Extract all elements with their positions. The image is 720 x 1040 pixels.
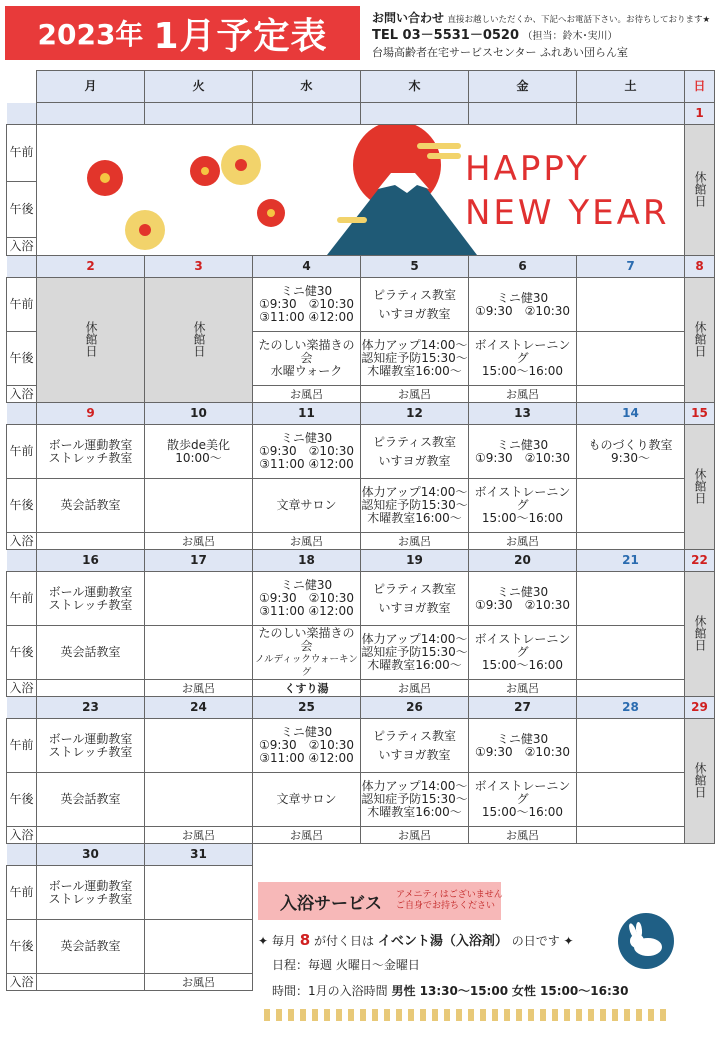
week4-bath-row: [7, 680, 715, 697]
am-label: 午前: [7, 125, 37, 182]
corner-cell: [7, 71, 37, 103]
pm-label: 午後: [7, 332, 37, 386]
activity-cell: ミニ健30 ①9:30 ②10:30 ③11:00 ④12:00: [253, 572, 361, 626]
date-cell: 2: [37, 256, 145, 278]
activity-cell: 文章サロン: [253, 773, 361, 827]
activity-cell: ボイストレーニング 15:00～16:00: [469, 773, 577, 827]
bath-cell: お風呂: [145, 533, 253, 550]
date-cell: 21: [577, 550, 685, 572]
bath-cell: [37, 974, 145, 991]
bath-label: 入浴: [7, 238, 37, 256]
diamond-icon: ✦: [258, 934, 269, 948]
week1-am-row: [7, 125, 715, 182]
pm-label: 午後: [7, 773, 37, 827]
activity-cell: [577, 773, 685, 827]
date-cell: 10: [145, 403, 253, 425]
plum-flower-icon: [87, 145, 285, 250]
date-cell: 27: [469, 697, 577, 719]
week5-bath-row: [7, 827, 715, 844]
diamond-icon: ✦: [563, 934, 574, 948]
date-cell: 13: [469, 403, 577, 425]
date-cell: 16: [37, 550, 145, 572]
bath-service-panel: [258, 880, 718, 1030]
date-cell: 7: [577, 256, 685, 278]
bath-label: 入浴: [7, 974, 37, 991]
activity-cell: [145, 920, 253, 974]
activity-cell: [145, 479, 253, 533]
bath-cell: [37, 680, 145, 697]
date-row-week2: [7, 256, 715, 278]
date-cell: 22: [685, 550, 715, 572]
weekday-fri: 金: [469, 71, 577, 103]
happy-new-year-text: HAPPY NEW YEAR: [465, 149, 670, 233]
activity-cell: 文章サロン: [253, 479, 361, 533]
am-label: 午前: [7, 572, 37, 626]
date-cell: 30: [37, 844, 145, 866]
week5-pm-row: [7, 773, 715, 827]
activity-cell: 英会話教室: [37, 626, 145, 680]
contact-note: 直接お越しいただくか、下記へお電話下さい。お待ちしております★: [447, 15, 711, 25]
pm-label: 午後: [7, 479, 37, 533]
activity-cell: ミニ健30 ①9:30 ②10:30: [469, 719, 577, 773]
date-cell: 23: [37, 697, 145, 719]
mount-fuji-icon: [327, 125, 477, 255]
date-cell: 25: [253, 697, 361, 719]
activity-cell: 散歩de美化 10:00～: [145, 425, 253, 479]
date-cell: [37, 103, 145, 125]
activity-cell: [577, 719, 685, 773]
activity-cell: 体力アップ14:00～ 認知症予防15:30～ 木曜教室16:00～: [361, 773, 469, 827]
activity-cell: 体力アップ14:00～ 認知症予防15:30～ 木曜教室16:00～: [361, 626, 469, 680]
tel-note: （担当：鈴木･実川）: [522, 31, 618, 42]
bath-label: 入浴: [7, 827, 37, 844]
closed-cell: 休館日: [37, 278, 145, 403]
weekday-header-row: [7, 71, 715, 103]
weekday-sat: 土: [577, 71, 685, 103]
activity-cell: ミニ健30 ①9:30 ②10:30 ③11:00 ④12:00: [253, 719, 361, 773]
date-cell: [469, 103, 577, 125]
date-cell: [145, 103, 253, 125]
date-cell: 20: [469, 550, 577, 572]
am-label: 午前: [7, 278, 37, 332]
date-cell: 1: [685, 103, 715, 125]
bath-cell: お風呂: [253, 386, 361, 403]
activity-cell: ピラティス教室 いすヨガ教室: [361, 425, 469, 479]
activity-cell: 体力アップ14:00～ 認知症予防15:30～ 木曜教室16:00～: [361, 479, 469, 533]
activity-cell: ピラティス教室 いすヨガ教室: [361, 719, 469, 773]
activity-cell: [577, 626, 685, 680]
activity-cell: たのしい楽描きの会 ノルディックウォーキング: [253, 626, 361, 680]
closed-cell: 休館日: [685, 572, 715, 697]
title-year: 2023年: [37, 18, 144, 51]
activity-cell: [577, 479, 685, 533]
date-cell: 8: [685, 256, 715, 278]
date-cell: 9: [37, 403, 145, 425]
activity-cell: [145, 572, 253, 626]
date-cell: 3: [145, 256, 253, 278]
activity-cell: ミニ健30 ①9:30 ②10:30: [469, 278, 577, 332]
date-cell: [253, 103, 361, 125]
date-row-week4: [7, 550, 715, 572]
contact-label: お問い合わせ: [372, 11, 445, 25]
decorative-border: [264, 1009, 672, 1021]
activity-cell: ミニ健30 ①9:30 ②10:30 ③11:00 ④12:00: [253, 425, 361, 479]
closed-cell: 休館日: [685, 719, 715, 844]
bath-service-header: [258, 882, 501, 920]
bath-label: 入浴: [7, 533, 37, 550]
weekday-sun: 日: [685, 71, 715, 103]
date-cell: 26: [361, 697, 469, 719]
activity-cell: ボイストレーニング 15:00～16:00: [469, 479, 577, 533]
bath-cell: お風呂: [361, 386, 469, 403]
date-cell: 29: [685, 697, 715, 719]
bath-cell: お風呂: [145, 680, 253, 697]
title-main: 1月予定表: [153, 15, 328, 57]
activity-cell: ミニ健30 ①9:30 ②10:30: [469, 572, 577, 626]
weekday-tue: 火: [145, 71, 253, 103]
org-name: 台場高齢者在宅サービスセンター ふれあい団らん室: [372, 46, 629, 59]
week2-am-row: [7, 278, 715, 332]
week3-bath-row: [7, 533, 715, 550]
bath-cell: お風呂: [361, 827, 469, 844]
pm-label: 午後: [7, 626, 37, 680]
activity-cell: ピラティス教室 いすヨガ教室: [361, 278, 469, 332]
contact-info: [372, 10, 717, 61]
activity-cell: ボール運動教室 ストレッチ教室: [37, 866, 145, 920]
bath-cell: お風呂: [469, 533, 577, 550]
date-cell: 11: [253, 403, 361, 425]
time-line: 時間：1月の入浴時間 男性 13:30～15:00 女性 15:00～16:30: [272, 984, 629, 998]
bath-cell: お風呂: [145, 827, 253, 844]
activity-cell: ものづくり教室 9:30～: [577, 425, 685, 479]
activity-cell: 体力アップ14:00～ 認知症予防15:30～ 木曜教室16:00～: [361, 332, 469, 386]
page-title: [5, 6, 360, 60]
activity-cell: [577, 332, 685, 386]
rabbit-icon: [618, 913, 674, 969]
activity-cell: ボイストレーニング 15:00～16:00: [469, 626, 577, 680]
am-label: 午前: [7, 719, 37, 773]
activity-cell: たのしい楽描きの会 水曜ウォーク: [253, 332, 361, 386]
activity-cell: [145, 626, 253, 680]
activity-cell: ボール運動教室 ストレッチ教室: [37, 572, 145, 626]
date-cell: [577, 103, 685, 125]
bath-cell: お風呂: [469, 827, 577, 844]
activity-cell: [577, 572, 685, 626]
am-label: 午前: [7, 425, 37, 479]
bath-cell: お風呂: [361, 680, 469, 697]
date-row-week5: [7, 697, 715, 719]
tel-number: TEL 03－5531－0520: [372, 28, 520, 43]
date-row-week1: [7, 103, 715, 125]
bath-service-title: 入浴サービス: [280, 893, 382, 914]
weekday-wed: 水: [253, 71, 361, 103]
date-cell: 4: [253, 256, 361, 278]
closed-cell: 休館日: [685, 278, 715, 403]
activity-cell: ボール運動教室 ストレッチ教室: [37, 719, 145, 773]
bath-cell: お風呂: [469, 680, 577, 697]
date-cell: 17: [145, 550, 253, 572]
date-cell: 14: [577, 403, 685, 425]
activity-cell: ミニ健30 ①9:30 ②10:30 ③11:00 ④12:00: [253, 278, 361, 332]
event-bath-line: ✦ 毎月 8 が付く日は イベント湯（入浴剤） の日です ✦: [258, 931, 574, 949]
bath-cell: お風呂: [253, 533, 361, 550]
bath-cell: [577, 827, 685, 844]
calendar-table: [6, 70, 715, 991]
closed-cell: 休館日: [685, 125, 715, 256]
date-cell: 5: [361, 256, 469, 278]
activity-cell: [145, 866, 253, 920]
activity-cell: 英会話教室: [37, 479, 145, 533]
bath-label: 入浴: [7, 680, 37, 697]
bath-cell: [37, 827, 145, 844]
week3-pm-row: [7, 479, 715, 533]
weekday-thu: 木: [361, 71, 469, 103]
am-label: 午前: [7, 866, 37, 920]
date-cell: [361, 103, 469, 125]
activity-cell: [577, 278, 685, 332]
week5-am-row: [7, 719, 715, 773]
date-cell: 31: [145, 844, 253, 866]
weekday-mon: 月: [37, 71, 145, 103]
bath-cell: くすり湯: [253, 680, 361, 697]
week3-am-row: [7, 425, 715, 479]
schedule-line: 日程：毎週 火曜日～金曜日: [272, 958, 420, 972]
date-cell: 15: [685, 403, 715, 425]
date-cell: 28: [577, 697, 685, 719]
amenity-note: アメニティはございません ご自身でお持ちください: [396, 890, 503, 911]
pm-label: 午後: [7, 181, 37, 238]
date-cell: 6: [469, 256, 577, 278]
activity-cell: ボール運動教室 ストレッチ教室: [37, 425, 145, 479]
bath-cell: お風呂: [361, 533, 469, 550]
closed-cell: 休館日: [145, 278, 253, 403]
activity-cell: [145, 719, 253, 773]
date-row-week3: [7, 403, 715, 425]
new-year-banner: [37, 125, 685, 256]
bath-label: 入浴: [7, 386, 37, 403]
week4-pm-row: [7, 626, 715, 680]
bath-cell: [577, 533, 685, 550]
bath-cell: [577, 386, 685, 403]
date-cell: 12: [361, 403, 469, 425]
activity-cell: [145, 773, 253, 827]
bath-cell: お風呂: [253, 827, 361, 844]
week4-am-row: [7, 572, 715, 626]
activity-cell: 英会話教室: [37, 773, 145, 827]
pm-label: 午後: [7, 920, 37, 974]
activity-cell: ボイストレーニング 15:00～16:00: [469, 332, 577, 386]
closed-cell: 休館日: [685, 425, 715, 550]
bath-cell: [37, 533, 145, 550]
date-cell: 19: [361, 550, 469, 572]
date-cell: 18: [253, 550, 361, 572]
date-cell: 24: [145, 697, 253, 719]
date-row-week6: [7, 844, 715, 866]
bath-cell: [577, 680, 685, 697]
bath-cell: お風呂: [145, 974, 253, 991]
bath-cell: お風呂: [469, 386, 577, 403]
activity-cell: 英会話教室: [37, 920, 145, 974]
activity-cell: ミニ健30 ①9:30 ②10:30: [469, 425, 577, 479]
activity-cell: ピラティス教室 いすヨガ教室: [361, 572, 469, 626]
